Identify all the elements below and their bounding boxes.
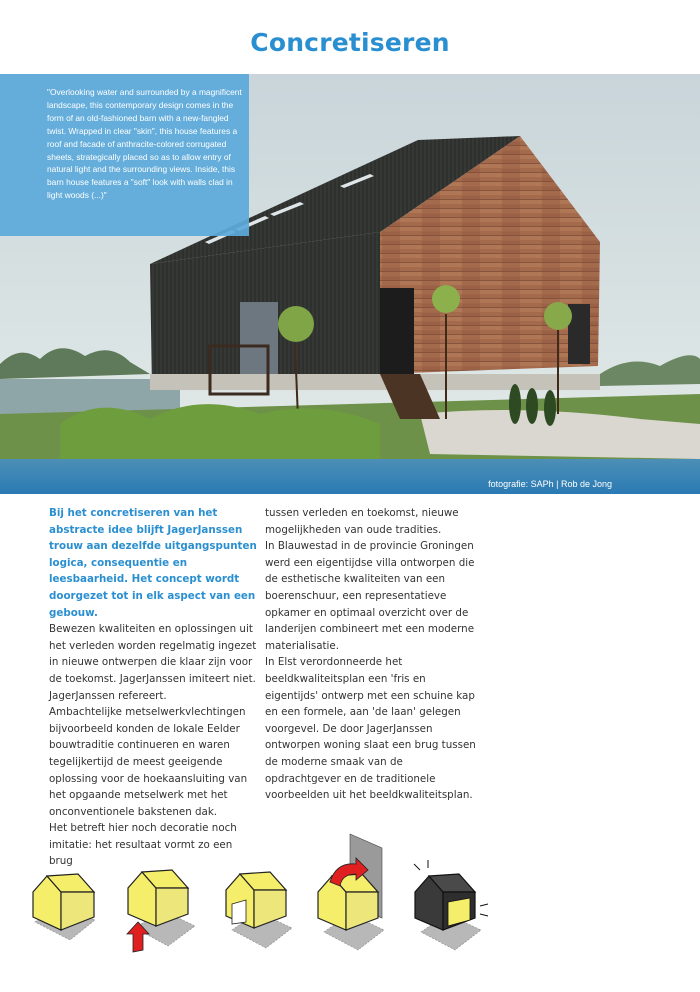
barn-volume-icon — [33, 874, 95, 940]
barn-cutout-icon — [226, 872, 292, 948]
photo-credit: fotografie: SAPh | Rob de Jong — [488, 479, 612, 489]
page-title: Concretiseren — [250, 28, 450, 57]
body-paragraph: In Blauwestad in de provincie Groningen werd een eigentijdse villa ontworpen die de esthetische kwaliteiten van een boerenschuur, een representatieve opkamer en optimaal overzicht over de landerijen combineert met een moderne materialisatie. — [265, 540, 475, 652]
concept-diagrams — [0, 822, 700, 988]
barn-lift-arrow-icon — [127, 870, 195, 952]
body-paragraph: tussen verleden en toekomst, nieuwe mogelijkheden van oude tradities. — [265, 507, 459, 536]
lead-paragraph: Bij het concretiseren van het abstracte idee blijft JagerJanssen trouw aan dezelfde uitgangspunten logica, consequentie en leesbaarheid. Het concept wordt doorgezet tot in elk aspect van een gebouw. — [49, 507, 257, 619]
text-column-left — [49, 505, 259, 870]
body-paragraph: Bewezen kwaliteiten en oplossingen uit het verleden worden regelmatig ingezet in nieuwe ontwerpen die klaar zijn voor de toekomst. JagerJanssen imiteert niet. JagerJanssen refereert. — [49, 623, 257, 702]
barn-skin-wrap-icon — [318, 834, 384, 950]
body-paragraph: In Elst verordonneerde het beeldkwaliteitsplan een 'fris en eigentijds' ontwerp met een schuine kap en een formele, aan 'de laan' gelegen voorgevel. De door JagerJanssen ontworpen woning slaat een brug tussen de moderne smaak van de opdrachtgever en de traditionele voorbeelden uit het beeldkwaliteitsplan. — [265, 656, 476, 802]
barn-dark-skin-icon — [414, 860, 488, 950]
text-column-right — [265, 505, 480, 804]
body-paragraph: Ambachtelijke metselwerkvlechtingen bijvoorbeeld konden de lokale Eelder bouwtraditie continueren en waren tegelijkertijd de meest geeigende oplossing voor de hoekaansluiting van het opgaande metselwerk met het onconventionele bakstenen dak. — [49, 706, 248, 818]
body-paragraph: Het betreft hier noch decoratie noch imitatie: het resultaat vormt zo een brug — [49, 822, 237, 868]
quote-box: "Overlooking water and surrounded by a magnificent landscape, this contemporary design comes in the form of an old-fashioned barn with a new-fangled twist. Wrapped in clear "skin", this house features a roof and facade of anthracite-colored corrugated sheets, strategically placed so as to allow entry of natural light and the surrounding views. Inside, this barn house features a "soft" look with walls clad in light woods (...)" — [0, 74, 249, 236]
